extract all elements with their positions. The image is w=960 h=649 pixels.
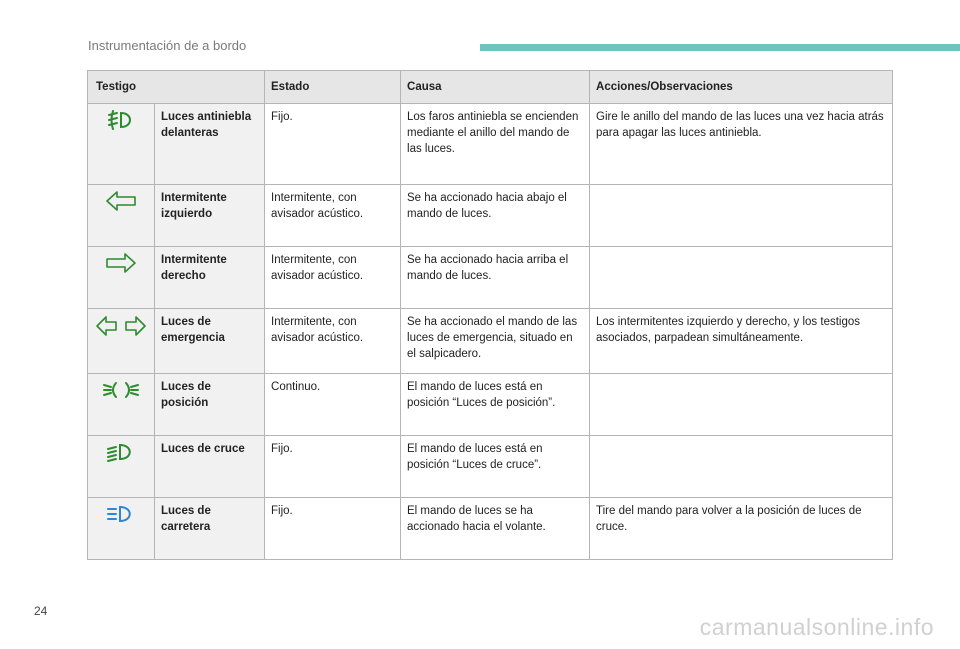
section-title: Instrumentación de a bordo <box>88 38 247 53</box>
testigo-icon-cell <box>88 185 155 247</box>
testigo-name: Intermitente izquierdo <box>155 185 265 247</box>
page-number: 24 <box>34 604 48 618</box>
table-row <box>88 104 893 185</box>
testigo-name: Luces antiniebla delanteras <box>155 104 265 185</box>
table-header-row <box>88 71 893 104</box>
testigo-name: Luces de posición <box>155 374 265 436</box>
estado-cell: Intermitente, con avisador acústico. <box>265 185 401 247</box>
testigo-icon-cell <box>88 498 155 560</box>
testigo-icon-cell <box>88 104 155 185</box>
column-header-causa: Causa <box>401 71 590 104</box>
estado-cell: Continuo. <box>265 374 401 436</box>
warning-lights-table <box>87 70 893 560</box>
acciones-cell <box>590 436 893 498</box>
right-turn-arrow-icon <box>105 252 137 274</box>
estado-cell: Fijo. <box>265 104 401 185</box>
testigo-name: Luces de cruce <box>155 436 265 498</box>
estado-cell: Intermitente, con avisador acústico. <box>265 247 401 309</box>
table-row <box>88 374 893 436</box>
front-fog-light-icon <box>106 109 136 131</box>
causa-cell: Se ha accionado hacia abajo el mando de luces. <box>401 185 590 247</box>
left-turn-arrow-icon <box>105 190 137 212</box>
acciones-cell <box>590 185 893 247</box>
main-beam-icon <box>105 503 137 525</box>
table-row <box>88 309 893 374</box>
column-header-testigo: Testigo <box>88 71 265 104</box>
column-header-acciones: Acciones/Observaciones <box>590 71 893 104</box>
testigo-name: Luces de carretera <box>155 498 265 560</box>
header-accent-bar <box>480 44 960 51</box>
causa-cell: Los faros antiniebla se encienden mediante el anillo del mando de las luces. <box>401 104 590 185</box>
testigo-icon-cell <box>88 374 155 436</box>
causa-cell: El mando de luces está en posición “Luces de cruce”. <box>401 436 590 498</box>
estado-cell: Fijo. <box>265 498 401 560</box>
causa-cell: El mando de luces está en posición “Luces de posición”. <box>401 374 590 436</box>
testigo-icon-cell <box>88 247 155 309</box>
testigo-name: Luces de emergencia <box>155 309 265 374</box>
estado-cell: Intermitente, con avisador acústico. <box>265 309 401 374</box>
dipped-beam-icon <box>105 441 137 463</box>
testigo-icon-cell <box>88 436 155 498</box>
causa-cell: Se ha accionado hacia arriba el mando de luces. <box>401 247 590 309</box>
hazard-arrows-icon <box>95 314 147 338</box>
acciones-cell: Tire del mando para volver a la posición de luces de cruce. <box>590 498 893 560</box>
acciones-cell: Los intermitentes izquierdo y derecho, y los testigos asociados, parpadean simultáneamente. <box>590 309 893 374</box>
table-row <box>88 436 893 498</box>
table-row <box>88 247 893 309</box>
testigo-name: Intermitente derecho <box>155 247 265 309</box>
acciones-cell <box>590 247 893 309</box>
causa-cell: Se ha accionado el mando de las luces de emergencia, situado en el salpicadero. <box>401 309 590 374</box>
table-row <box>88 498 893 560</box>
table-row <box>88 185 893 247</box>
position-lights-icon <box>101 379 141 401</box>
column-header-estado: Estado <box>265 71 401 104</box>
watermark: carmanualsonline.info <box>699 614 934 640</box>
acciones-cell: Gire le anillo del mando de las luces una vez hacia atrás para apagar las luces antiniebla. <box>590 104 893 185</box>
acciones-cell <box>590 374 893 436</box>
causa-cell: El mando de luces se ha accionado hacia el volante. <box>401 498 590 560</box>
estado-cell: Fijo. <box>265 436 401 498</box>
testigo-icon-cell <box>88 309 155 374</box>
